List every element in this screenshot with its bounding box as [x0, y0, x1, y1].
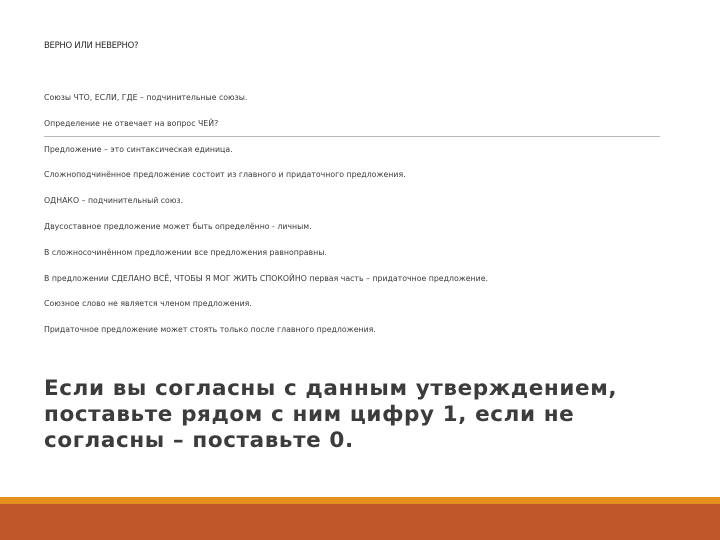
statement-list — [44, 93, 488, 351]
slide-heading: ВЕРНО ИЛИ НЕВЕРНО? — [44, 41, 139, 51]
statement-item: В сложносочинённом предложении все предложения равноправны. — [44, 247, 327, 257]
statement-item: ОДНАКО – подчинительный союз. — [44, 196, 184, 206]
statement-item: Союзы ЧТО, ЕСЛИ, ГДЕ – подчинительные союзы. — [44, 93, 248, 102]
divider-line — [44, 136, 660, 137]
statement-item: Двусоставное предложение может быть определённо - личным. — [44, 221, 312, 231]
instruction-text: Если вы согласны с данным утверждением, поставьте рядом с ним цифру 1, если не согласны – поставьте 0. — [44, 376, 618, 453]
statement-item: В предложении СДЕЛАНО ВСЁ, ЧТОБЫ Я МОГ ЖИТЬ СПОКОЙНО первая часть – придаточное предложение. — [44, 273, 488, 283]
footer-accent-bar — [0, 497, 720, 504]
footer-bar — [0, 504, 720, 540]
statement-item: Союзное слово не является членом предложения. — [44, 299, 252, 309]
statement-item: Предложение – это синтаксическая единица. — [44, 144, 233, 154]
statement-item: Сложноподчинённое предложение состоит из главного и придаточного предложения. — [44, 170, 406, 180]
statement-item: Придаточное предложение может стоять только после главного предложения. — [44, 325, 376, 335]
statement-item: Определение не отвечает на вопрос ЧЕЙ? — [44, 118, 219, 128]
